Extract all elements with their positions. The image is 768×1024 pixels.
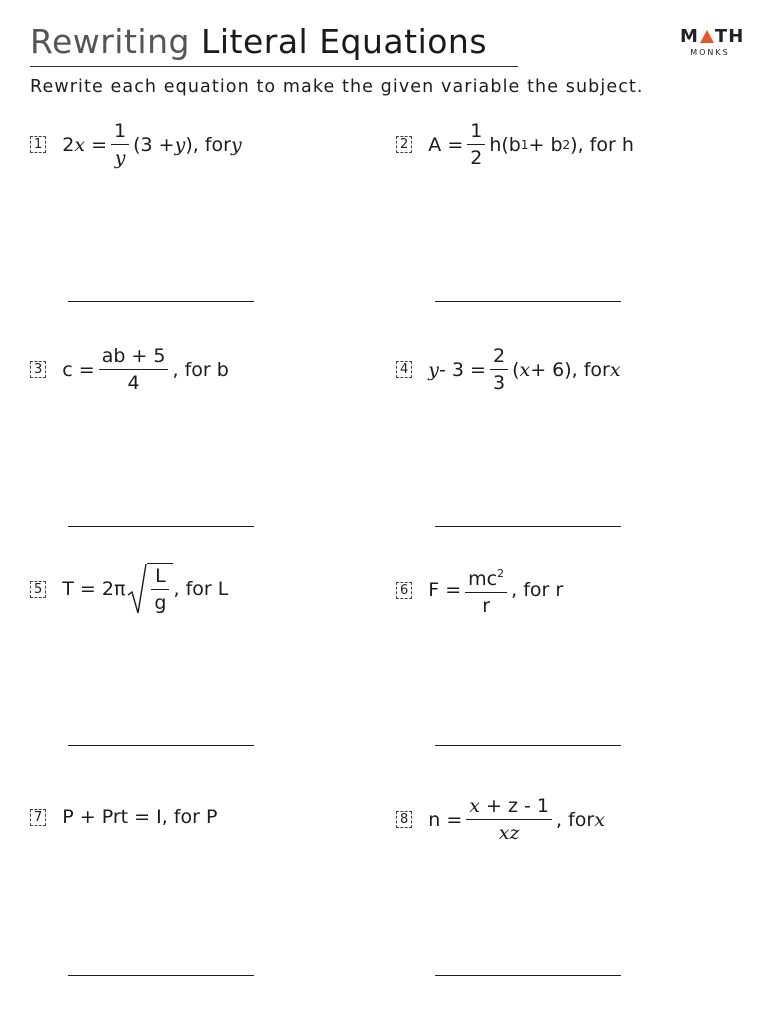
answer-line bbox=[68, 301, 254, 302]
fraction: $\frac{L}{g}$ bbox=[151, 565, 169, 614]
problem-5 bbox=[30, 563, 228, 615]
problem-4 bbox=[396, 345, 621, 394]
answer-line bbox=[435, 745, 621, 746]
equation: A = $\frac{1}{2}$ h(b 1 + b 2 ), for h bbox=[428, 120, 634, 169]
answer-line bbox=[435, 301, 621, 302]
equation: c = $\frac{ab + 5}{4}$ , for b bbox=[62, 345, 229, 394]
math-monks-logo bbox=[680, 26, 745, 57]
problem-8 bbox=[396, 795, 605, 844]
page-title bbox=[30, 22, 487, 61]
title-underline bbox=[30, 66, 518, 67]
problem-7 bbox=[30, 806, 217, 828]
square-root bbox=[127, 563, 173, 615]
answer-line bbox=[68, 975, 254, 976]
fraction: $\frac{1}{2}$ bbox=[467, 120, 485, 169]
problem-number: 3 bbox=[30, 361, 46, 378]
fraction: $\frac{mc^2}{r}$ bbox=[465, 563, 507, 617]
title-dark: Literal Equations bbox=[200, 22, 488, 61]
problem-number: 8 bbox=[396, 811, 412, 828]
problem-number: 7 bbox=[30, 809, 46, 826]
triangle-icon bbox=[700, 30, 714, 43]
radical-sign-icon bbox=[127, 563, 147, 615]
problem-number: 5 bbox=[30, 581, 46, 598]
title-light: Rewriting bbox=[30, 22, 190, 61]
problem-1 bbox=[30, 120, 242, 169]
equation: n = $\frac{x + z - 1}{xz}$ , for x bbox=[428, 795, 605, 844]
answer-line bbox=[68, 526, 254, 527]
equation: F = $\frac{mc^2}{r}$ , for r bbox=[428, 563, 563, 617]
instructions: Rewrite each equation to make the given variable the subject. bbox=[30, 77, 644, 97]
logo-wordmark: M TH bbox=[680, 26, 745, 47]
answer-line bbox=[68, 745, 254, 746]
equation: T = 2π $\frac{L}{g}$ , for L bbox=[62, 565, 229, 614]
problem-number: 6 bbox=[396, 582, 412, 599]
problem-2 bbox=[396, 120, 634, 169]
fraction: $\frac{x + z - 1}{xz}$ bbox=[466, 795, 552, 844]
problem-3 bbox=[30, 345, 229, 394]
equation: y - 3 = $\frac{2}{3}$ ( x + 6), for x bbox=[428, 345, 621, 394]
answer-line bbox=[435, 975, 621, 976]
problem-number: 2 bbox=[396, 136, 412, 153]
fraction: $\frac{1}{y}$ bbox=[111, 120, 129, 169]
equation: P + Prt = I, for P bbox=[62, 806, 218, 828]
problem-number: 1 bbox=[30, 136, 46, 153]
equation: 2 x = $\frac{1}{y}$ (3 + y ), for y bbox=[62, 120, 242, 169]
problem-6 bbox=[396, 563, 563, 617]
fraction: $\frac{2}{3}$ bbox=[490, 345, 508, 394]
logo-subtitle: MONKS bbox=[690, 48, 730, 57]
answer-line bbox=[435, 526, 621, 527]
fraction: $\frac{ab + 5}{4}$ bbox=[99, 345, 169, 394]
problem-number: 4 bbox=[396, 361, 412, 378]
